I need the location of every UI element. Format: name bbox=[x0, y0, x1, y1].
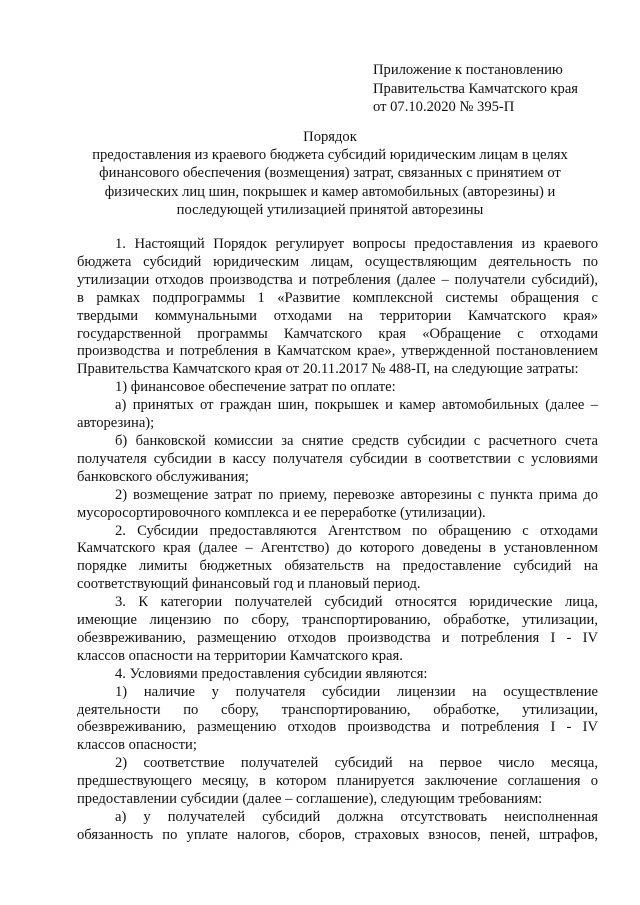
document-title bbox=[70, 128, 590, 219]
document-body bbox=[77, 236, 598, 845]
appendix-header bbox=[373, 61, 613, 117]
paragraph-line: обезвреживанию, размещению отходов производства и потребления I - IV bbox=[77, 629, 598, 646]
paragraph-line: порядке лимиты бюджетных обязательств на предоставление субсидий на bbox=[77, 558, 598, 575]
paragraph-line: государственной программы Камчатского края «Обращение с отходами bbox=[77, 325, 598, 342]
paragraph-line: обязанность по уплате налогов, сборов, страховых взносов, пеней, штрафов, bbox=[77, 826, 598, 843]
paragraph-p8 bbox=[77, 666, 598, 684]
paragraph-p6 bbox=[77, 523, 598, 595]
paragraph-line: 1) финансовое обеспечение затрат по оплате: bbox=[115, 379, 396, 396]
paragraph-line: предшествующего месяцу, в котором планируется заключение соглашения о bbox=[77, 773, 598, 790]
title-line-2: финансового обеспечения (возмещения) затрат, связанных с принятием от bbox=[99, 165, 561, 182]
paragraph-line: в рамках подпрограммы 1 «Развитие комплексной системы обращения с bbox=[77, 289, 598, 306]
paragraph-p2 bbox=[77, 379, 598, 397]
paragraph-line: получателя субсидии в кассу получателя субсидии в соответствии с условиями bbox=[77, 450, 598, 467]
paragraph-line: 1) наличие у получателя субсидии лицензии на осуществление bbox=[115, 683, 598, 700]
title-heading: Порядок bbox=[303, 129, 357, 145]
paragraph-line: 2) соответствие получателей субсидий на первое число месяца, bbox=[115, 755, 598, 772]
title-line-1: предоставления из краевого бюджета субсидий юридическим лицам в целях bbox=[92, 147, 568, 164]
paragraph-line: 2) возмещение затрат по приему, перевозке авторезины с пункта прима до bbox=[115, 486, 598, 503]
paragraph-p5 bbox=[77, 487, 598, 523]
appendix-line-1: Приложение к постановлению bbox=[373, 62, 563, 78]
paragraph-line: а) принятых от граждан шин, покрышек и камер автомобильных (далее – bbox=[115, 397, 598, 414]
paragraph-line: соответствующий финансовый год и плановый период. bbox=[77, 576, 421, 593]
paragraph-line: Правительства Камчатского края от 20.11.2017 № 488-П, на следующие затраты: bbox=[77, 361, 579, 378]
paragraph-line: предоставлении субсидии (далее – соглашение), следующим требованиям: bbox=[77, 791, 543, 808]
paragraph-line: классов опасности; bbox=[77, 737, 197, 754]
paragraph-p9 bbox=[77, 684, 598, 756]
paragraph-line: б) банковской комиссии за снятие средств субсидии с расчетного счета bbox=[115, 432, 598, 449]
paragraph-p10 bbox=[77, 755, 598, 809]
paragraph-p4 bbox=[77, 433, 598, 487]
paragraph-line: 2. Субсидии предоставляются Агентством по обращению с отходами bbox=[115, 522, 598, 539]
paragraph-line: авторезина); bbox=[77, 415, 155, 432]
paragraph-line: а) у получателей субсидий должна отсутствовать неисполненная bbox=[115, 809, 598, 825]
paragraph-line: производства и потребления в Камчатском крае», утвержденной постановлением bbox=[77, 343, 598, 360]
paragraph-line: обезвреживанию, размещению отходов производства и потребления I - IV bbox=[77, 719, 598, 736]
paragraph-line: 1. Настоящий Порядок регулирует вопросы предоставления из краевого bbox=[115, 236, 598, 252]
paragraph-p11 bbox=[77, 809, 598, 845]
appendix-line-2: Правительства Камчатского края bbox=[373, 80, 579, 97]
paragraph-line: 4. Условиями предоставления субсидии являются: bbox=[115, 665, 428, 682]
paragraph-line: 3. К категории получателей субсидий относятся юридические лица, bbox=[115, 594, 598, 611]
appendix-line-3: от 07.10.2020 № 395-П bbox=[373, 99, 515, 115]
paragraph-line: банковского обслуживания; bbox=[77, 468, 249, 485]
paragraph-p1 bbox=[77, 236, 598, 379]
paragraph-p7 bbox=[77, 594, 598, 666]
paragraph-line: мусоросортировочного комплекса и ее переработке (утилизации). bbox=[77, 504, 486, 521]
paragraph-line: классов опасности на территории Камчатского края. bbox=[77, 647, 403, 664]
paragraph-line: Камчатского края (далее – Агентство) до которого доведены в установленном bbox=[77, 540, 598, 557]
title-line-4: последующей утилизацией принятой авторезины bbox=[176, 201, 484, 218]
paragraph-line: утилизации отходов производства и потребления (далее – получатели субсидий), bbox=[77, 271, 598, 288]
paragraph-line: деятельности по сбору, транспортированию, обработке, утилизации, bbox=[77, 701, 598, 718]
paragraph-line: бюджета субсидий юридическим лицам, осуществляющим деятельность по bbox=[77, 253, 598, 270]
paragraph-p3 bbox=[77, 397, 598, 433]
paragraph-line: имеющие лицензию по сбору, транспортированию, обработке, утилизации, bbox=[77, 612, 598, 629]
title-line-3: физических лиц шин, покрышек и камер автомобильных (авторезины) и bbox=[104, 183, 556, 200]
paragraph-line: твердыми коммунальными отходами на территории Камчатского края» bbox=[77, 307, 598, 324]
